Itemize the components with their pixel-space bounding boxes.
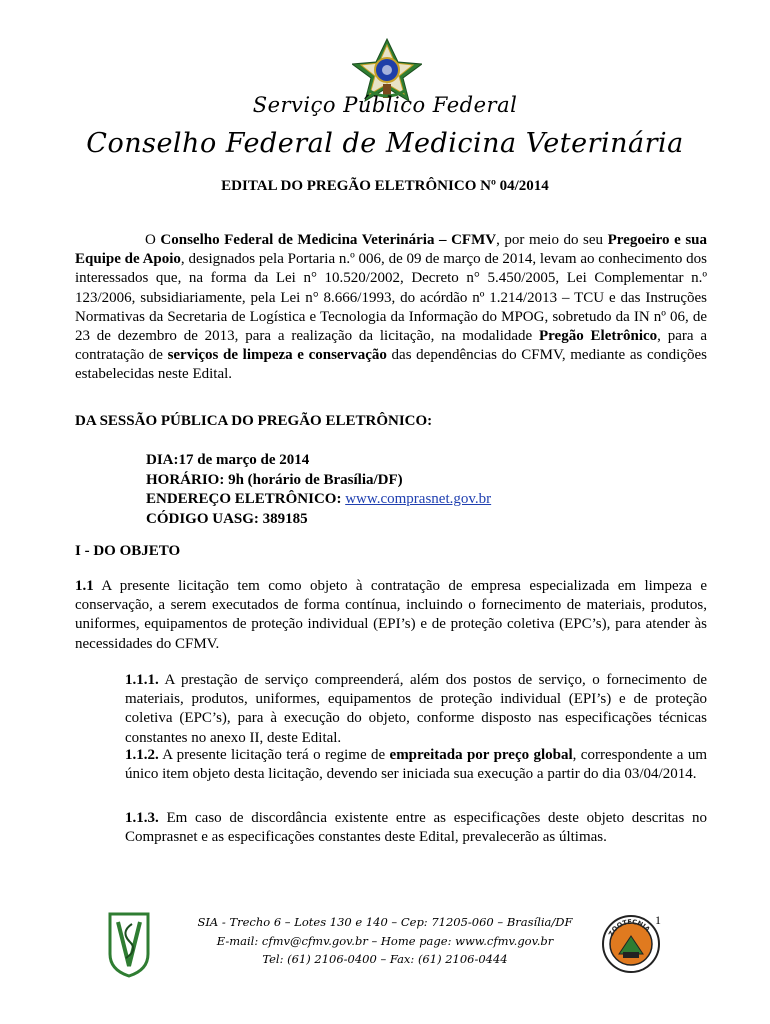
intro-text-1: O xyxy=(145,232,161,248)
clause-1-1-2 xyxy=(125,746,707,784)
header-service-line: Serviço Público Federal xyxy=(252,93,518,117)
clause-1-1-3-number: 1.1.3. xyxy=(125,810,159,826)
clause-1-1-2-text-2: , correspondente a um único item objeto desta licitação, devendo ser iniciada sua execução a partir do dia 03/04/2014. xyxy=(125,747,708,783)
clause-1-1-2-text-1: A presente licitação terá o regime de xyxy=(158,747,390,763)
object-section-title: I - DO OBJETO xyxy=(75,543,181,559)
intro-bold-service: serviços de limpeza e conservação xyxy=(167,347,387,364)
clause-1-1-1 xyxy=(125,671,707,748)
seal-text: ZOOTECNIA xyxy=(606,917,652,938)
intro-text-4: , para a contratação de xyxy=(75,328,708,364)
intro-text-3: , designados pela Portaria n.º 006, de 09 de março de 2014, levam ao conhecimento dos interessados que, na forma da Lei n° 10.520/2002, Decreto n° 5.450/2005, Lei Complementar n.º 123/2006, subsidiariamente, pela Lei n° 8.666/1993, do acórdão nº 1.214/2013 – TCU e das Instruções Normativas da Secretaria de Logística e Tecnologia da Informação do MPOG, sobretudo da IN nº 06, de 23 de dezembro de 2013, para a realização da licitação, na modalidade xyxy=(75,251,707,345)
comprasnet-link[interactable]: www.comprasnet.gov.br xyxy=(345,491,492,507)
clause-1-1 xyxy=(75,577,707,654)
session-details xyxy=(146,451,491,529)
intro-bold-pregoeiro: Pregoeiro e sua Equipe de Apoio xyxy=(75,232,708,268)
clause-1-1-2-number: 1.1.2. xyxy=(125,747,159,763)
session-date: DIA:17 de março de 2014 xyxy=(146,452,310,468)
clause-1-1-2-bold: empreitada por preço global xyxy=(389,747,573,763)
header-council-name: Conselho Federal de Medicina Veterinária xyxy=(86,128,684,159)
session-time: HORÁRIO: 9h (horário de Brasília/DF) xyxy=(146,471,403,488)
page-number: 1 xyxy=(655,913,661,927)
footer-contact xyxy=(170,913,600,969)
intro-bold-modality: Pregão Eletrônico xyxy=(539,328,658,345)
intro-text-5: das dependências do CFMV, mediante as condições estabelecidas neste Edital. xyxy=(75,347,707,383)
session-section-title: DA SESSÃO PÚBLICA DO PREGÃO ELETRÔNICO: xyxy=(75,413,433,429)
clause-1-1-text: A presente licitação tem como objeto à contratação de empresa especializada em limpeza e conservação, a serem executados de forma contínua, incluindo o fornecimento de materiais, produtos, uniformes, equipamentos de proteção individual (EPI’s) e de proteção coletiva (EPC’s), para atender às necessidades do CFMV. xyxy=(75,578,707,652)
clause-1-1-1-number: 1.1.1. xyxy=(125,672,159,688)
clause-1-1-3-text: Em caso de discordância existente entre as especificações deste objeto descritas no Comprasnet e as especificações constantes deste Edital, prevalecerão as últimas. xyxy=(125,810,707,846)
footer-phone: Tel: (61) 2106-0400 – Fax: (61) 2106-0444 xyxy=(262,952,508,966)
zootecnia-seal-icon xyxy=(601,914,661,974)
intro-paragraph xyxy=(75,231,707,385)
clause-1-1-1-text: A prestação de serviço compreenderá, além dos postos de serviço, o fornecimento de materiais, produtos, uniformes, equipamentos de proteção individual (EPI’s) e de proteção coletiva (EPC’s), para à execução do objeto, conforme disposto nas especificações técnicas constantes no anexo II, deste Edital. xyxy=(125,672,707,746)
session-address-label: ENDEREÇO ELETRÔNICO: xyxy=(146,491,346,507)
clause-1-1-3 xyxy=(125,809,707,847)
cfmv-logo-icon xyxy=(106,910,152,978)
intro-text-2: , por meio do seu xyxy=(496,232,608,248)
clause-1-1-number: 1.1 xyxy=(75,578,94,594)
footer-address: SIA - Trecho 6 – Lotes 130 e 140 – Cep: 71205-060 – Brasília/DF xyxy=(197,915,573,929)
document-title: EDITAL DO PREGÃO ELETRÔNICO Nº 04/2014 xyxy=(221,178,549,194)
footer-email: E-mail: cfmv@cfmv.gov.br – Home page: www.cfmv.gov.br xyxy=(216,933,554,948)
session-uasg-code: CÓDIGO UASG: 389185 xyxy=(146,510,308,527)
intro-bold-council: Conselho Federal de Medicina Veterinária – CFMV xyxy=(160,232,497,248)
session-address xyxy=(146,490,491,510)
